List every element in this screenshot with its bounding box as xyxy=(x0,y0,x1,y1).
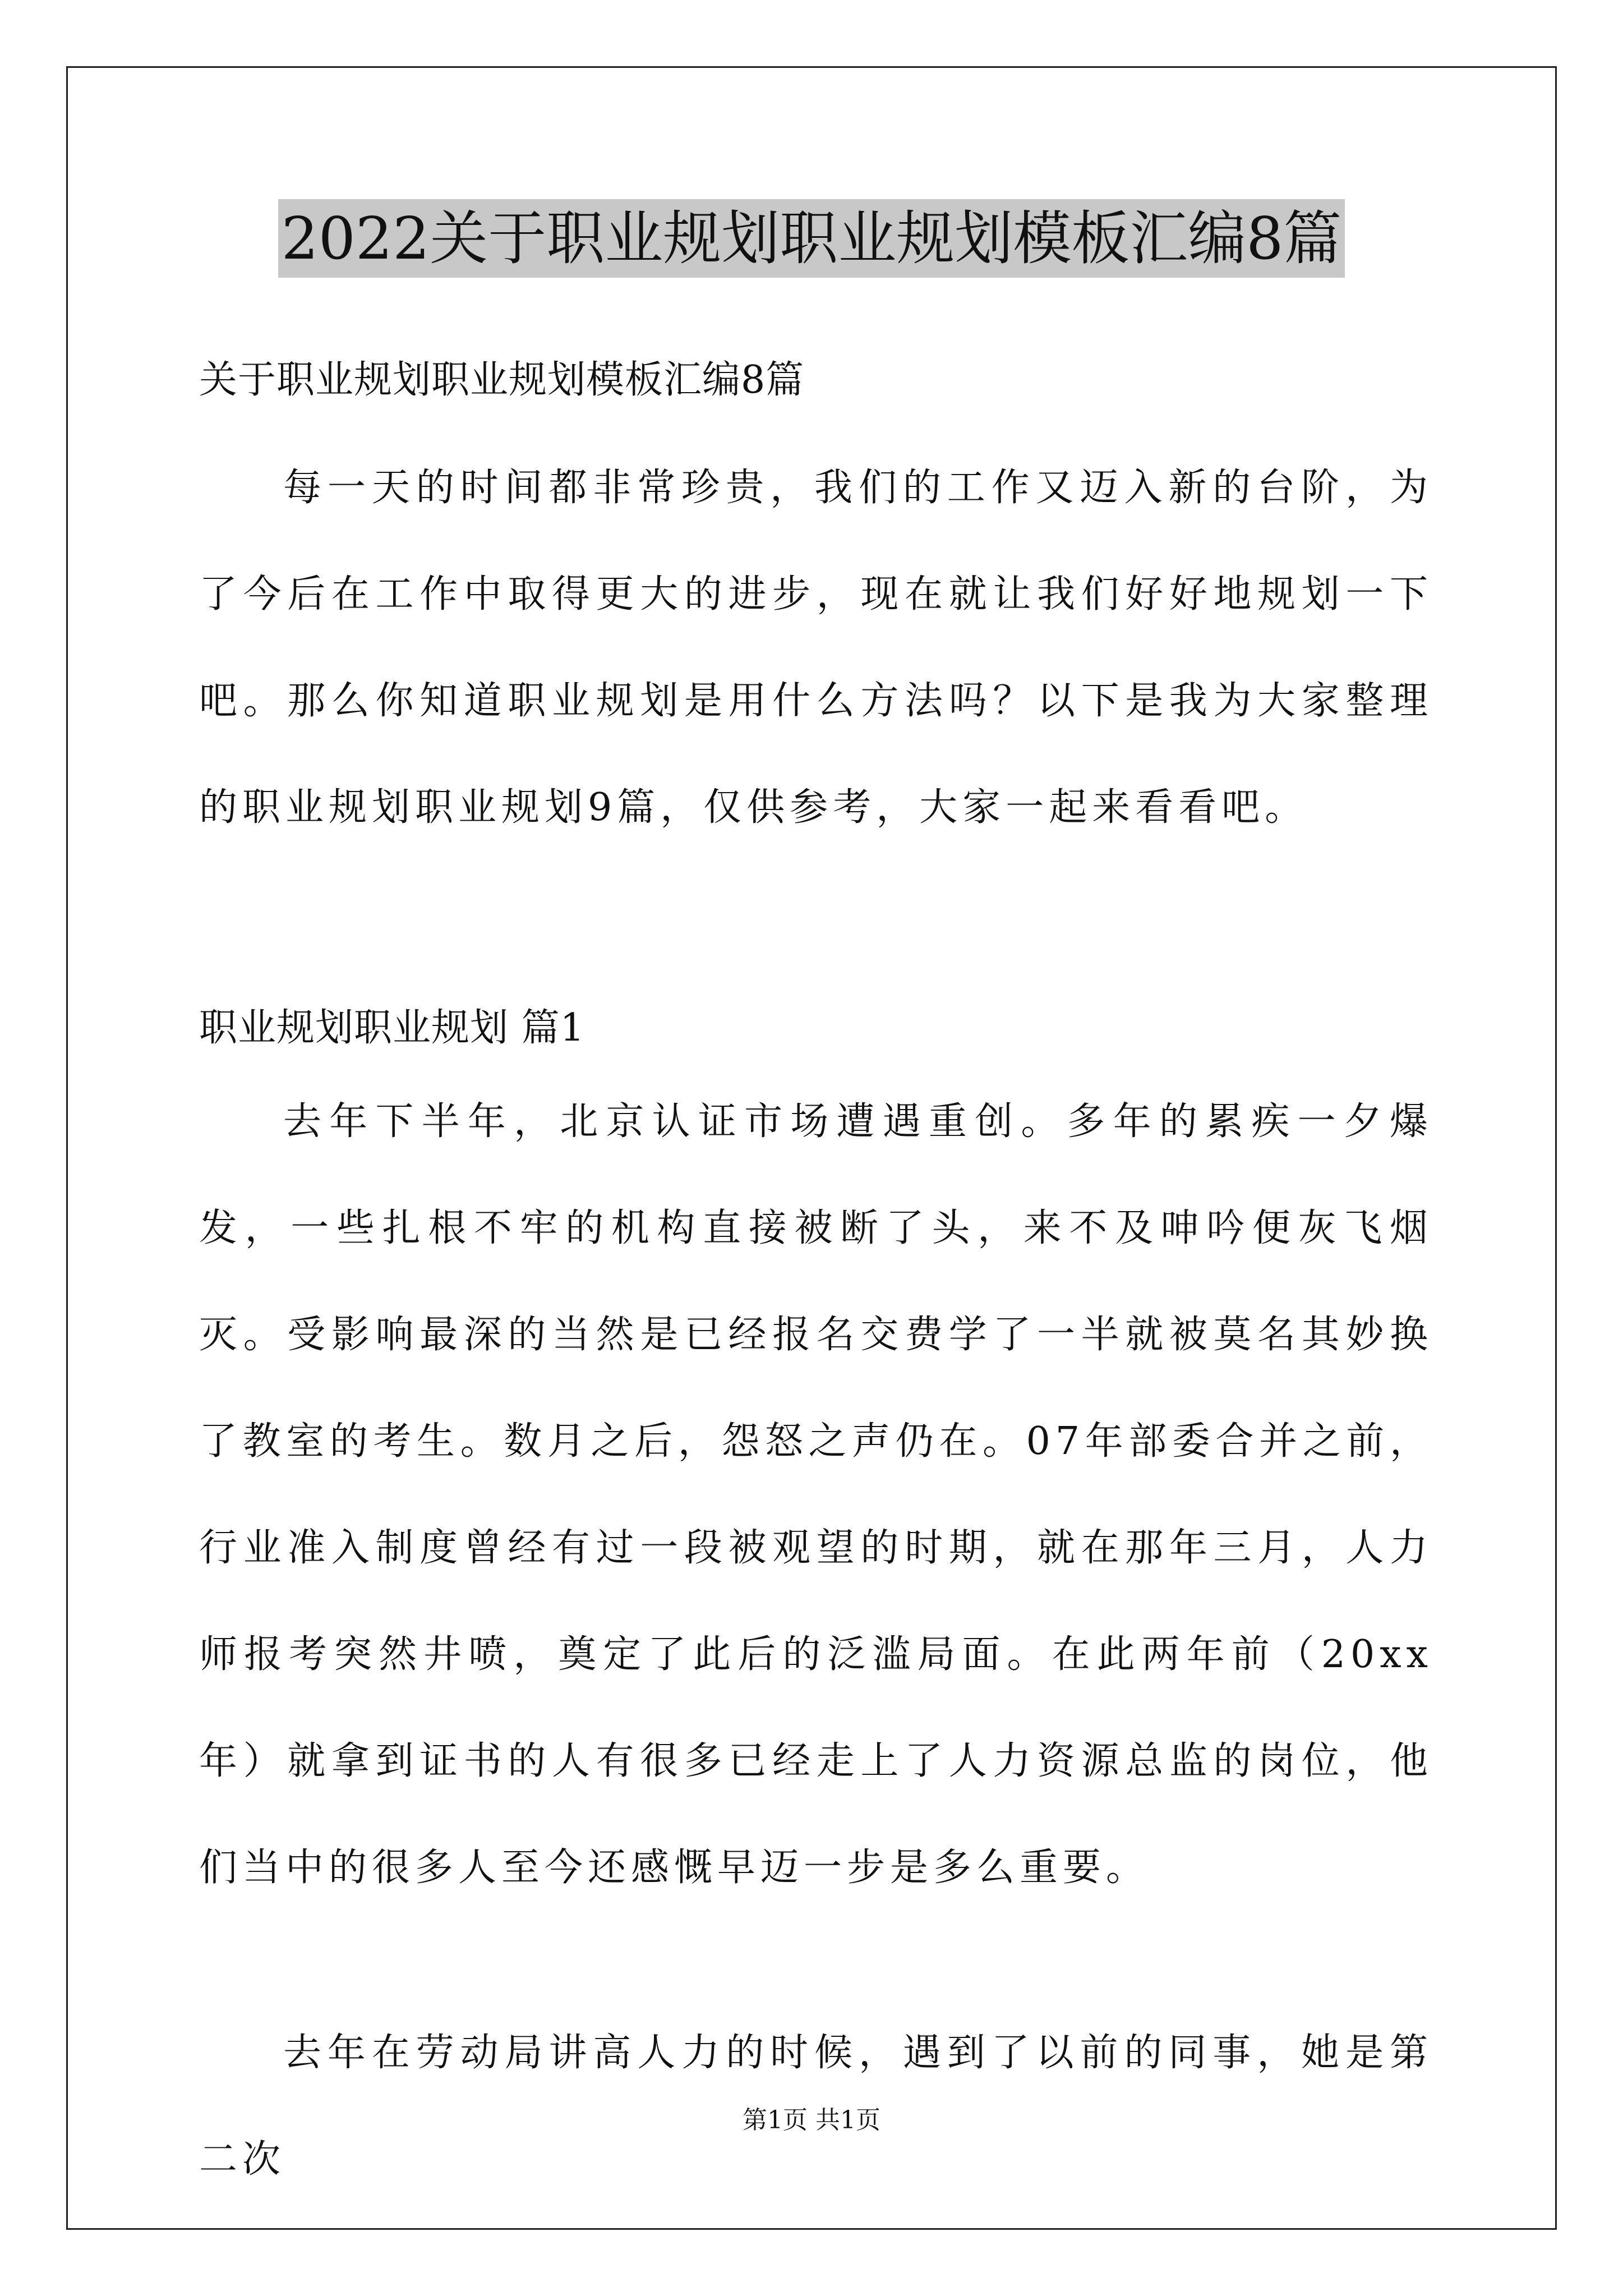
section-heading: 职业规划职业规划 篇1 xyxy=(199,1006,585,1050)
title-container xyxy=(0,199,1623,278)
page-footer: 第1页 共1页 xyxy=(743,2106,880,2134)
body-paragraph: 去年在劳动局讲高人力的时候，遇到了以前的同事，她是第二次 xyxy=(199,2031,1433,2182)
document-subtitle: 关于职业规划职业规划模板汇编8篇 xyxy=(199,358,805,402)
body-paragraph: 去年下半年，北京认证市场遭遇重创。多年的累疾一夕爆发，一些扎根不牢的机构直接被断了头，来不及呻吟便灰飞烟灭。受影响最深的当然是已经报名交费学了一半就被莫名其妙换了教室的考生。数月之后，怨怒之声仍在。07年部委合并之前，行业准入制度曾经有过一段被观望的时期，就在那年三月，人力师报考突然井喷，奠定了此后的泛滥局面。在此两年前（20xx年）就拿到证书的人有很多已经走上了人力资源总监的岗位，他们当中的很多人至今还感慨早迈一步是多么重要。 xyxy=(199,1099,1433,1890)
intro-paragraph: 每一天的时间都非常珍贵，我们的工作又迈入新的台阶，为了今后在工作中取得更大的进步，现在就让我们好好地规划一下吧。那么你知道职业规划是用什么方法吗？以下是我为大家整理的职业规划职业规划9篇，仅供参考，大家一起来看看吧。 xyxy=(199,466,1433,830)
document-title: 2022关于职业规划职业规划模板汇编8篇 xyxy=(278,199,1345,278)
